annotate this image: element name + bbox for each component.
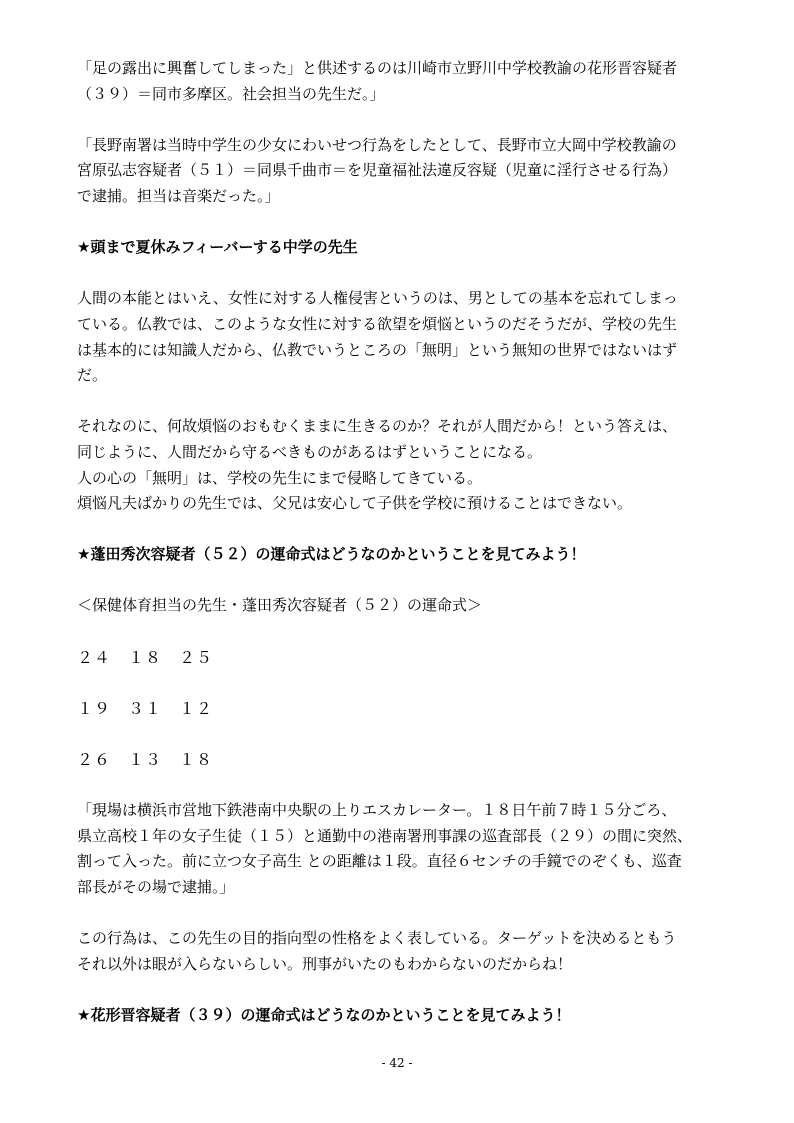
body-line: それ以外は眼が入らないらしい。刑事がいたのもわからないのだからね！ bbox=[77, 954, 573, 973]
document-body bbox=[77, 56, 727, 1029]
quote-line: 「現場は横浜市営地下鉄港南中央駅の上りエスカレーター。１８日午前７時１５分ごろ、 bbox=[77, 801, 677, 820]
body-line: 同じように、人間だから守るべきものがあるはずということになる。 bbox=[77, 442, 543, 461]
fate-row-2: １９ ３１ １２ bbox=[77, 698, 214, 718]
body-line: それなのに、何故煩悩のおもむくままに生きるのか？それが人間だから！という答えは、 bbox=[77, 417, 678, 436]
body-line: ている。仏教では、このような女性に対する欲望を煩悩というのだそうだが、学校の先生 bbox=[77, 314, 678, 333]
body-line: 人の心の「無明」は、学校の先生にまで侵略してきている。 bbox=[77, 468, 483, 487]
quote-line: 県立高校１年の女子生徒（１５）と通勤中の港南署刑事課の巡査部長（２９）の間に突然、 bbox=[77, 826, 693, 845]
quote-line: 「長野南署は当時中学生の少女にわいせつ行為をしたとして、長野市立大岡中学校教諭の bbox=[77, 135, 677, 154]
quote-line: （３９）＝同市多摩区。社会担当の先生だ。」 bbox=[77, 84, 385, 103]
quote-line: 「足の露出に興奮してしまった」と供述するのは川崎市立野川中学校教諭の花形晋容疑者 bbox=[77, 59, 678, 77]
quote-line: 部長がその場で逮捕。」 bbox=[77, 878, 235, 896]
section-heading: ★花形晋容疑者（３９）の運命式はどうなのかということを見てみよう！ bbox=[77, 1005, 571, 1024]
section-heading: ★蓬田秀次容疑者（５２）の運命式はどうなのかということを見てみよう！ bbox=[77, 545, 586, 564]
body-line: この行為は、この先生の目的指向型の性格をよく表している。ターゲットを決めるともう bbox=[77, 929, 677, 948]
subheading: ＜保健体育担当の先生・蓬田秀次容疑者（５２）の運命式＞ bbox=[77, 596, 483, 615]
page-number: - 42 - bbox=[381, 1056, 413, 1070]
fate-row-1: ２４ １８ ２５ bbox=[77, 647, 214, 667]
body-line: だ。 bbox=[77, 366, 108, 385]
body-line: 人間の本能とはいえ、女性に対する人権侵害というのは、男としての基本を忘れてしまっ bbox=[77, 289, 678, 308]
body-line: は基本的には知識人だから、仏教でいうところの「無明」という無知の世界ではないはず bbox=[77, 340, 678, 359]
quote-line: で逮捕。担当は音楽だった。」 bbox=[77, 186, 280, 205]
fate-row-3: ２６ １３ １８ bbox=[77, 750, 214, 770]
body-line: 煩悩凡夫ばかりの先生では、父兄は安心して子供を学校に預けることはできない。 bbox=[77, 494, 633, 513]
quote-line: 割って入った。前に立つ女子高生 との距離は１段。直径６センチの手鏡でのぞくも、巡査 bbox=[77, 852, 682, 871]
section-heading: ★頭まで夏休みフィーバーする中学の先生 bbox=[77, 238, 358, 257]
quote-line: 宮原弘志容疑者（５１）＝同県千曲市＝を児童福祉法違反容疑（児童に淫行させる行為） bbox=[77, 161, 678, 180]
